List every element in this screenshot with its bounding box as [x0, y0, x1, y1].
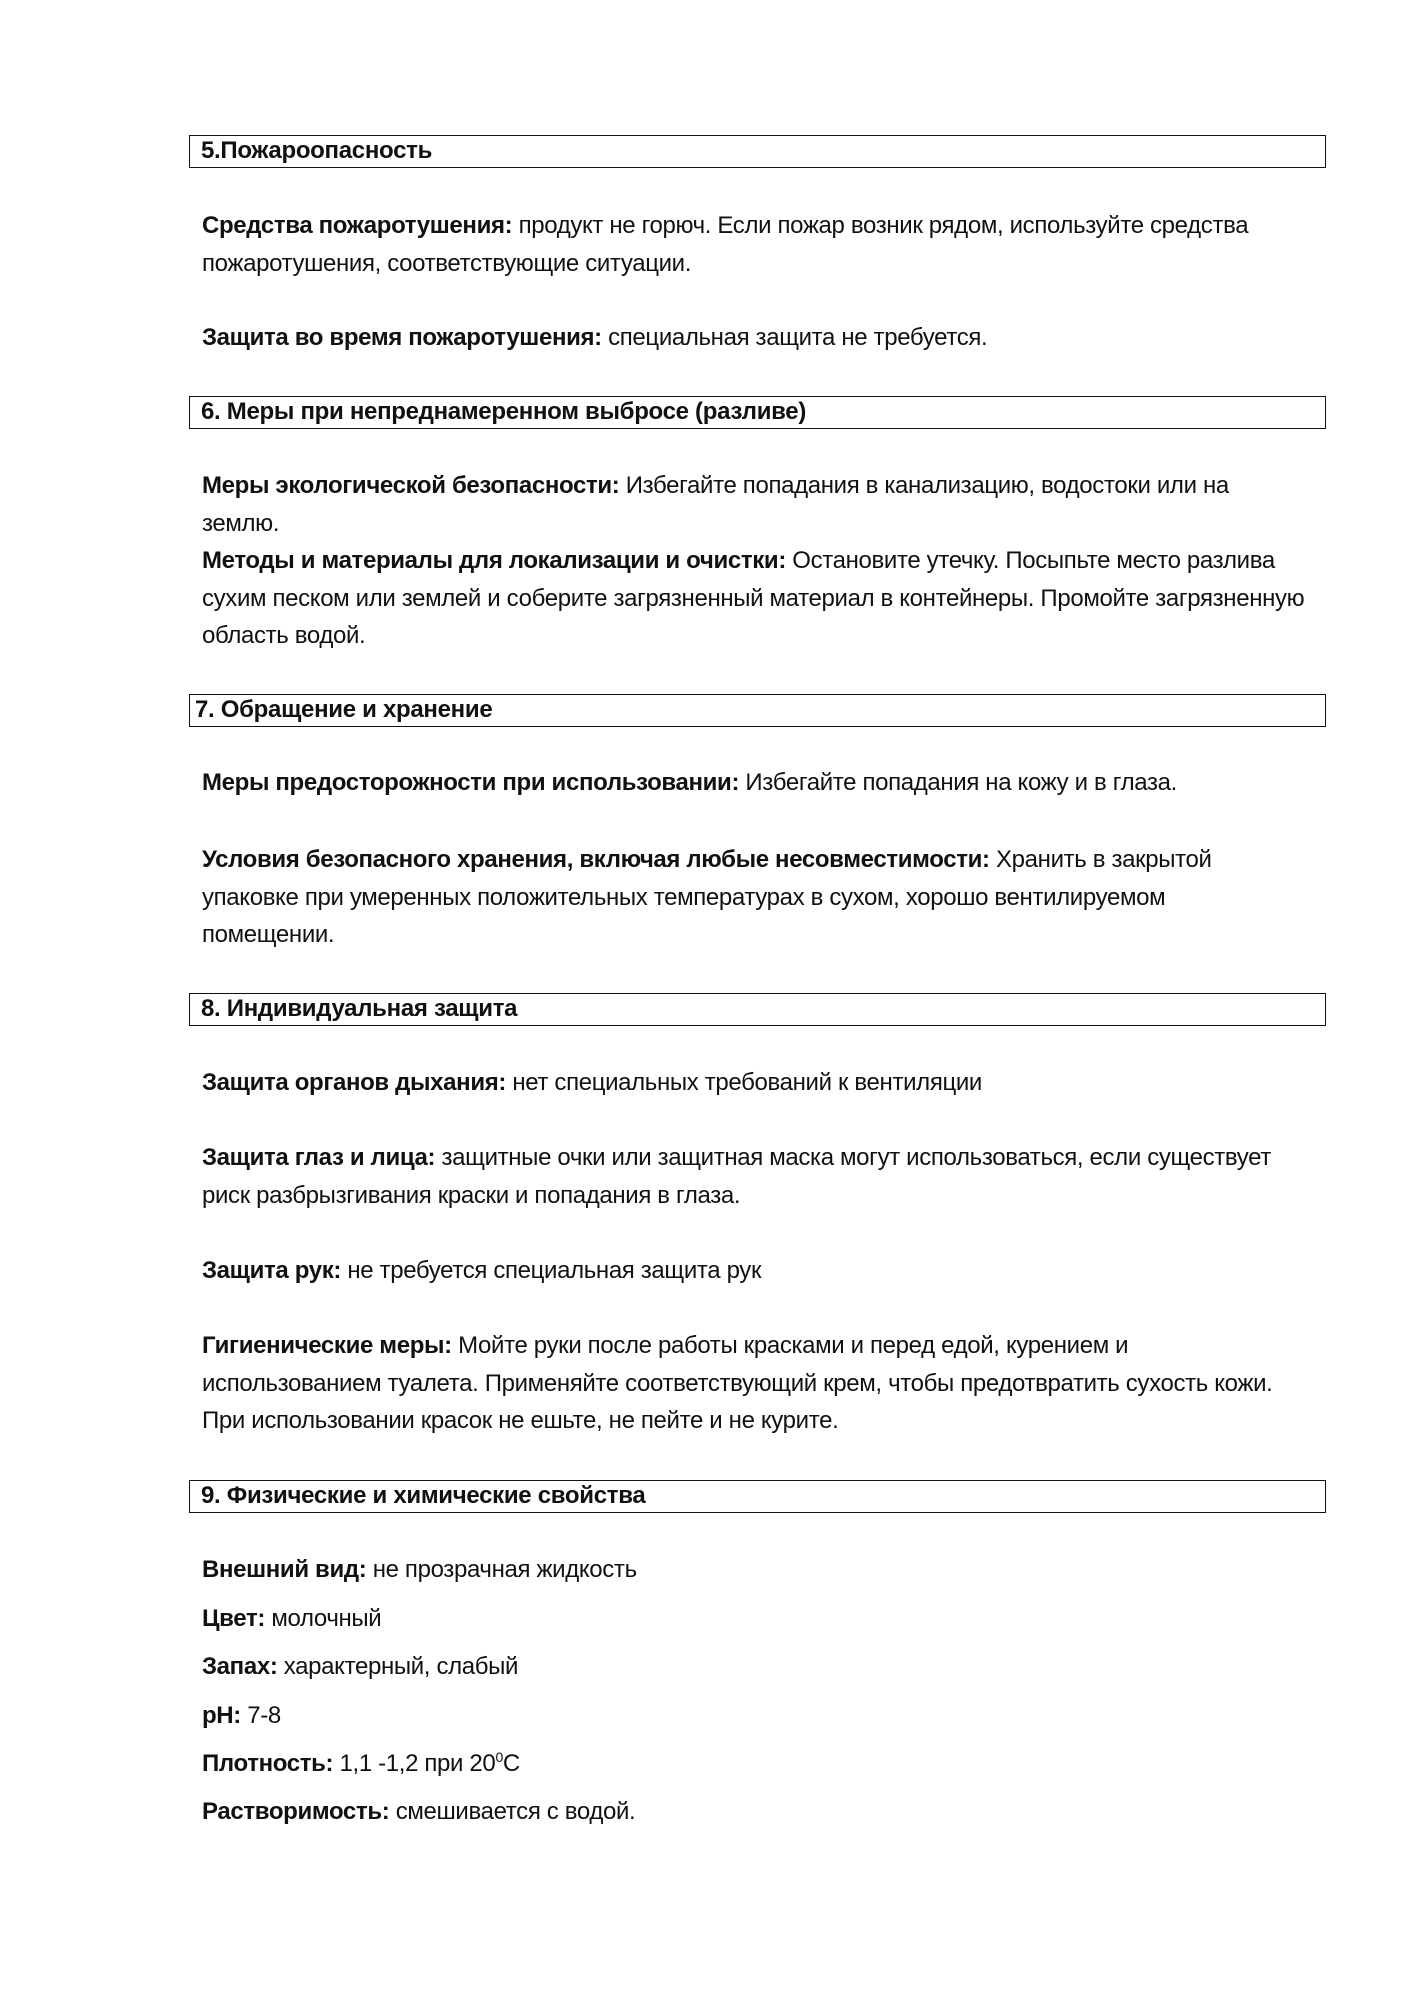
property-value: молочный — [265, 1605, 382, 1632]
property-ph — [202, 1701, 281, 1731]
paragraph-text: риск разбрызгивания краски и попадания в глаза. — [202, 1181, 741, 1209]
paragraph-label: Защита глаз и лица: — [202, 1144, 436, 1171]
property-label: Запах: — [202, 1653, 278, 1680]
property-label: pH: — [202, 1702, 241, 1729]
paragraph-text: область водой. — [202, 622, 366, 649]
property-solubility — [202, 1797, 635, 1827]
section-8-hand-protection — [202, 1252, 1322, 1290]
paragraph-text: Мойте руки после работы красками и перед едой, курением и — [451, 1332, 1129, 1359]
paragraph-text: нет специальных требований к вентиляции — [506, 1069, 982, 1096]
property-value: не прозрачная жидкость — [366, 1556, 637, 1583]
property-label: Внешний вид: — [202, 1556, 367, 1583]
paragraph-text: не требуется специальная защита рук — [341, 1257, 762, 1284]
paragraph-text: продукт не горюч. Если пожар возник рядом, используйте средства — [512, 212, 1249, 239]
property-odor — [202, 1652, 518, 1682]
paragraph-text: использованием туалета. Применяйте соответствующий крем, чтобы предотвратить сухость кожи. — [202, 1369, 1273, 1397]
paragraph-label: Защита рук: — [202, 1257, 342, 1284]
section-8-respiratory-protection — [202, 1064, 1322, 1102]
paragraph-text: пожаротушения, соответствующие ситуации. — [202, 249, 692, 277]
section-6-environmental-measures — [202, 467, 1322, 655]
property-label: Цвет: — [202, 1605, 265, 1632]
property-appearance — [202, 1555, 637, 1585]
paragraph-text: Остановите утечку. Посыпьте место разлива — [785, 547, 1275, 574]
paragraph-label: Защита во время пожаротушения: — [202, 324, 602, 351]
paragraph-text: защитные очки или защитная маска могут использоваться, если существует — [435, 1144, 1272, 1171]
paragraph-text: сухим песком или землей и соберите загрязненный материал в контейнеры. Промойте загрязненную — [202, 584, 1305, 612]
paragraph-text: При использовании красок не ешьте, не пейте и не курите. — [202, 1407, 839, 1434]
section-7-storage-conditions — [202, 841, 1322, 954]
property-value: 1,1 -1,2 при 20 — [333, 1750, 496, 1777]
paragraph-label: Средства пожаротушения: — [202, 212, 513, 239]
property-density — [202, 1749, 520, 1779]
property-color — [202, 1604, 381, 1634]
property-label: Растворимость: — [202, 1798, 390, 1825]
property-value: 7-8 — [240, 1702, 281, 1729]
section-8-hygiene-measures — [202, 1327, 1322, 1440]
paragraph-label: Меры экологической безопасности: — [202, 472, 620, 499]
paragraph-text: землю. — [202, 509, 280, 537]
paragraph-label: Методы и материалы для локализации и очистки: — [202, 547, 786, 574]
section-8-eye-face-protection — [202, 1139, 1322, 1214]
paragraph-text: Избегайте попадания в канализацию, водостоки или на — [619, 472, 1229, 499]
section-8-header: 8. Индивидуальная защита — [189, 993, 1326, 1026]
section-5-firefighting-protection — [202, 319, 1322, 357]
paragraph-text: специальная защита не требуется. — [601, 324, 988, 351]
paragraph-text: Избегайте попадания на кожу и в глаза. — [739, 769, 1177, 796]
section-7-handling-precautions — [202, 764, 1322, 802]
paragraph-label: Защита органов дыхания: — [202, 1069, 507, 1096]
paragraph-text: упаковке при умеренных положительных температурах в сухом, хорошо вентилируемом — [202, 883, 1166, 911]
property-value: смешивается с водой. — [389, 1798, 636, 1825]
section-7-header: 7. Обращение и хранение — [189, 694, 1326, 727]
paragraph-label: Условия безопасного хранения, включая любые несовместимости: — [202, 846, 990, 873]
property-value: характерный, слабый — [277, 1653, 519, 1680]
paragraph-text: помещении. — [202, 921, 335, 948]
section-9-header: 9. Физические и химические свойства — [189, 1480, 1326, 1513]
paragraph-text: Хранить в закрытой — [989, 846, 1212, 873]
property-label: Плотность: — [202, 1750, 334, 1777]
property-unit: С — [502, 1750, 520, 1777]
section-6-header: 6. Меры при непреднамеренном выбросе (разливе) — [189, 396, 1326, 429]
paragraph-label: Гигиенические меры: — [202, 1332, 452, 1359]
section-5-header: 5.Пожароопасность — [189, 135, 1326, 168]
section-5-extinguishing-media — [202, 207, 1322, 282]
paragraph-label: Меры предосторожности при использовании: — [202, 769, 740, 796]
degree-superscript: 0 — [495, 1749, 503, 1765]
